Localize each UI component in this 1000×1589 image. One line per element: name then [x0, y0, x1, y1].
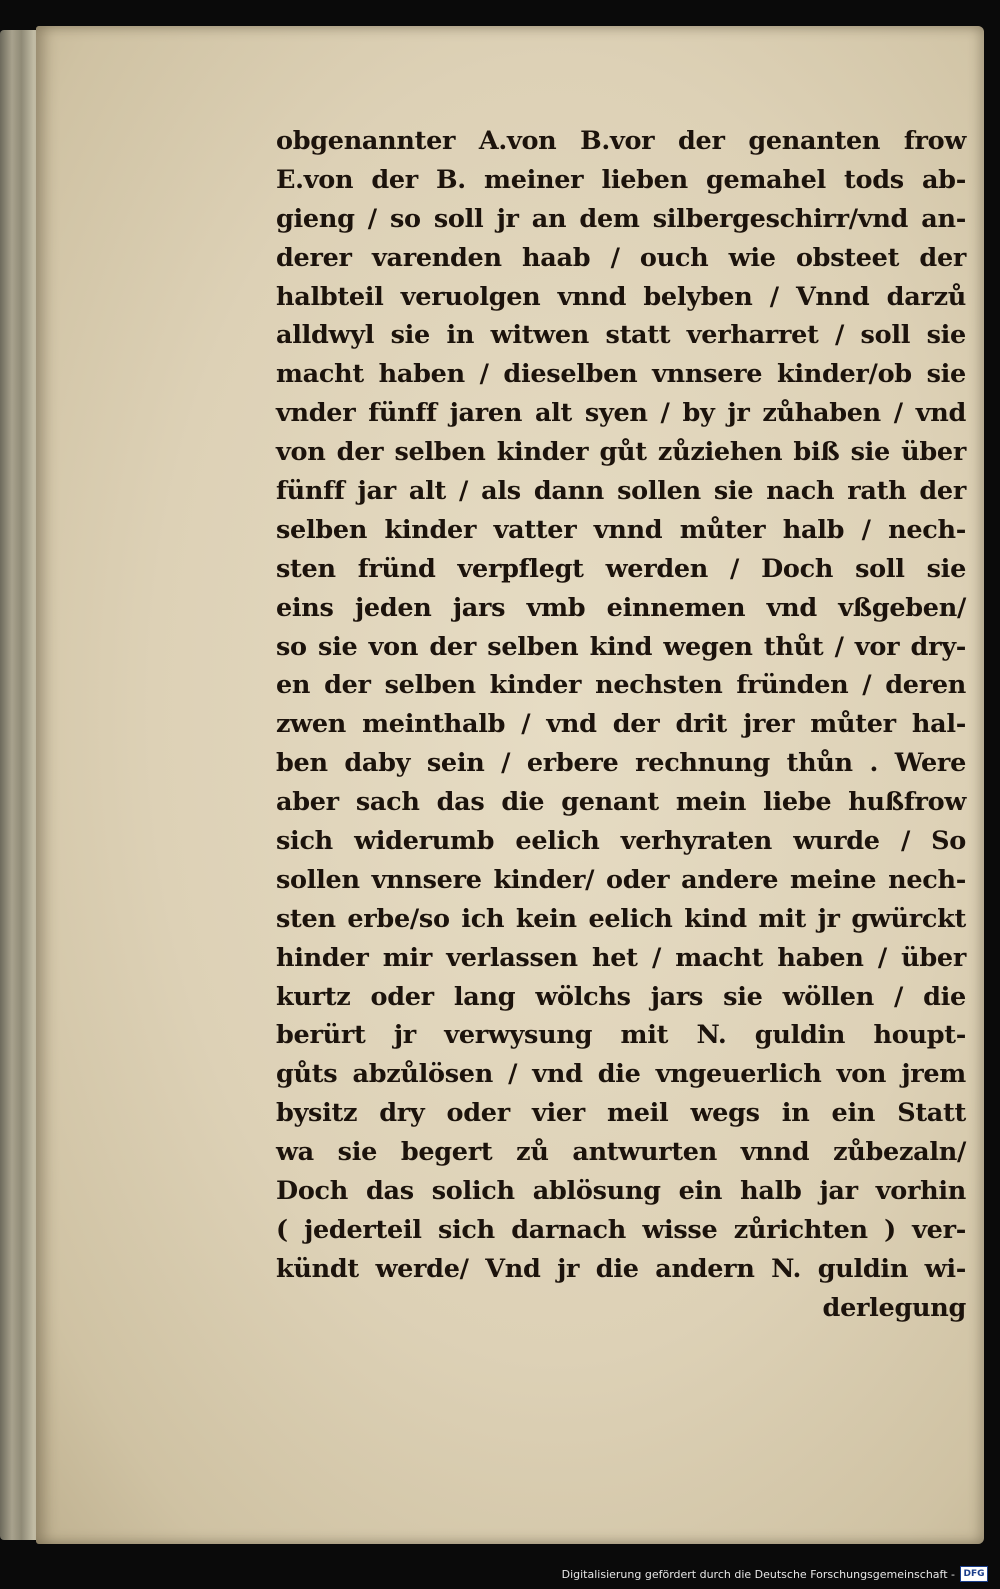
- text-line: sollen vnnsere kinder/ oder andere meine nech-: [276, 864, 966, 895]
- text-line: obgenannter A.von B.vor der genanten frow: [276, 126, 966, 156]
- text-line: derlegung: [822, 1292, 966, 1323]
- text-line: fünff jar alt / als dann sollen sie nach rath der: [276, 476, 966, 507]
- text-line: alldwyl sie in witwen statt verharret / soll sie: [276, 320, 966, 351]
- dfg-logo: DFG: [960, 1566, 988, 1582]
- footer-credit-text: Digitalisierung gefördert durch die Deutsche Forschungsgemeinschaft -: [561, 1567, 955, 1581]
- text-line: berürt jr verwysung mit N. guldin houpt-: [276, 1020, 966, 1051]
- text-line: zwen meinthalb / vnd der drit jrer můter hal-: [276, 709, 966, 740]
- text-line: selben kinder vatter vnnd můter halb / nech-: [276, 514, 966, 545]
- text-line: en der selben kinder nechsten fründen / deren: [276, 670, 966, 701]
- text-line: eins jeden jars vmb einnemen vnd vßgeben/: [276, 592, 966, 623]
- text-line: so sie von der selben kind wegen thůt / vor dry-: [276, 631, 966, 662]
- text-line: E.von der B. meiner lieben gemahel tods ab-: [276, 164, 966, 195]
- text-line: ( jederteil sich darnach wisse zůrichten ) ver-: [276, 1214, 966, 1245]
- text-line: kurtz oder lang wölchs jars sie wöllen / die: [276, 981, 966, 1012]
- text-line: macht haben / dieselben vnnsere kinder/ob sie: [276, 359, 966, 390]
- book-page: [36, 26, 984, 1544]
- text-line: Doch das solich ablösung ein halb jar vorhin: [276, 1176, 966, 1207]
- text-line: aber sach das die genant mein liebe hußfrow: [276, 787, 966, 818]
- text-line: kündt werde/ Vnd jr die andern N. guldin wi-: [276, 1253, 966, 1284]
- page-text-block: [276, 122, 966, 1328]
- text-line: gůts abzůlösen / vnd die vngeuerlich von jrem: [276, 1059, 966, 1090]
- text-line: vnder fünff jaren alt syen / by jr zůhaben / vnd: [276, 398, 966, 429]
- text-line: derer varenden haab / ouch wie obsteet der: [276, 242, 966, 273]
- text-line: ben daby sein / erbere rechnung thůn . Were: [276, 748, 966, 779]
- text-line: sich widerumb eelich verhyraten wurde / So: [276, 826, 966, 857]
- text-line: gieng / so soll jr an dem silbergeschirr/vnd an-: [276, 203, 966, 234]
- text-line: sten fründ verpflegt werden / Doch soll sie: [276, 553, 966, 584]
- footer-credit: [562, 1563, 988, 1585]
- text-line: halbteil veruolgen vnnd belyben / Vnnd darzů: [276, 281, 966, 312]
- text-line: hinder mir verlassen het / macht haben / über: [276, 942, 966, 973]
- text-line: sten erbe/so ich kein eelich kind mit jr gwürckt: [276, 903, 966, 934]
- text-line: wa sie begert zů antwurten vnnd zůbezaln/: [276, 1137, 966, 1168]
- text-line: bysitz dry oder vier meil wegs in ein Statt: [276, 1098, 966, 1129]
- text-line: von der selben kinder gůt zůziehen biß sie über: [276, 437, 966, 468]
